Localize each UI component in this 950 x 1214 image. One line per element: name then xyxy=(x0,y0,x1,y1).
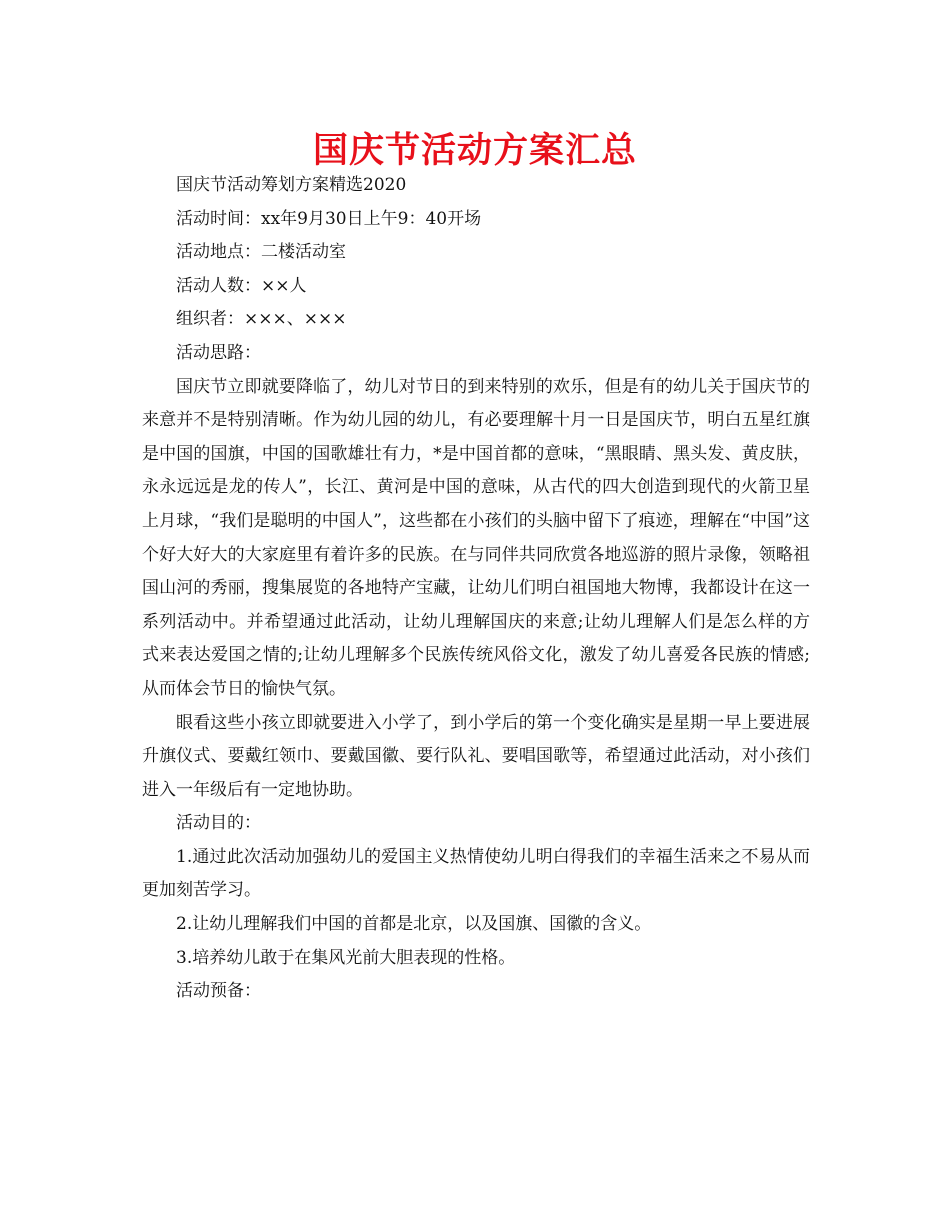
document-body xyxy=(142,169,810,1009)
goal-item-3: 3.培养幼儿敢于在集风光前大胆表现的性格。 xyxy=(176,947,516,968)
subtitle-line: 国庆节活动筹划方案精选2020 xyxy=(176,175,407,195)
activity-place-line: 活动地点：二楼活动室 xyxy=(176,242,346,263)
idea-heading: 活动思路： xyxy=(176,342,261,363)
goal-heading: 活动目的： xyxy=(176,813,261,834)
goal-item-2: 2.让幼儿理解我们中国的首都是北京，以及国旗、国徽的含义。 xyxy=(176,914,652,935)
preparation-heading: 活动预备： xyxy=(176,981,261,1002)
idea-paragraph-1: 国庆节立即就要降临了，幼儿对节日的到来特别的欢乐，但是有的幼儿关于国庆节的来意并不是特别清晰。作为幼儿园的幼儿，有必要理解十月一日是国庆节，明白五星红旗是中国的国旗，中国的国歌雄壮有力，*是中国首都的意味，“黑眼睛、黑头发、黄皮肤，永永远远是龙的传人”，长江、黄河是中国的意味，从古代的四大创造到现代的火箭卫星上月球，“我们是聪明的中国人”，这些都在小孩们的头脑中留下了痕迹，理解在“中国”这个好大好大的大家庭里有着许多的民族。在与同伴共同欣赏各地巡游的照片录像，领略祖国山河的秀丽，搜集展览的各地特产宝藏，让幼儿们明白祖国地大物博，我都设计在这一系列活动中。并希望通过此活动，让幼儿理解国庆的来意;让幼儿理解人们是怎么样的方式来表达爱国之情的;让幼儿理解多个民族传统风俗文化，激发了幼儿喜爱各民族的情感;从而体会节日的愉快气氛。 xyxy=(142,376,810,699)
goal-item-1: 1.通过此次活动加强幼儿的爱国主义热情使幼儿明白得我们的幸福生活来之不易从而更加刻苦学习。 xyxy=(142,846,810,901)
document-title: 国庆节活动方案汇总 xyxy=(312,131,637,171)
idea-paragraph-2: 眼看这些小孩立即就要进入小学了，到小学后的第一个变化确实是星期一早上要进展升旗仪式、要戴红领巾、要戴国徽、要行队礼、要唱国歌等，希望通过此活动，对小孩们进入一年级后有一定地协助。 xyxy=(142,712,810,800)
activity-people-line: 活动人数：××人 xyxy=(176,275,307,296)
activity-time-line: 活动时间：xx年9月30日上午9：40开场 xyxy=(176,208,482,229)
organizer-line: 组织者：×××、××× xyxy=(176,309,347,330)
